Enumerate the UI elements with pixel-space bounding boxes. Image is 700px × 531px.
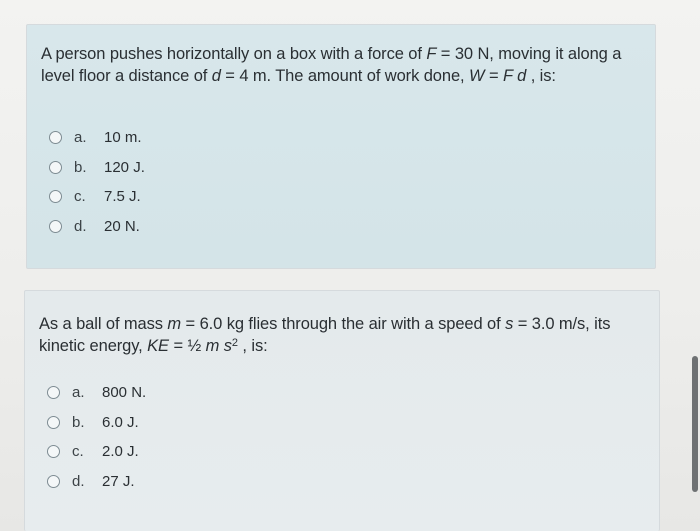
radio-button[interactable] bbox=[49, 161, 62, 174]
answer-letter: b. bbox=[72, 413, 85, 431]
variable-m: m bbox=[167, 315, 182, 333]
answer-list bbox=[47, 378, 146, 496]
answer-text: 10 m. bbox=[104, 129, 142, 147]
question-text: A person pushes horizontally on a box with a force of F = 30 N, moving it along a level floor a distance of d = 4 m. The amount of work done, W = F d , is: bbox=[41, 45, 622, 85]
answer-text: 6.0 J. bbox=[102, 413, 139, 431]
radio-button[interactable] bbox=[49, 190, 62, 203]
answer-text: 2.0 J. bbox=[102, 443, 139, 461]
answer-text: 20 N. bbox=[104, 217, 140, 235]
exponent: 2 bbox=[231, 337, 238, 349]
variable-ke: KE bbox=[147, 337, 169, 355]
answer-letter: c. bbox=[74, 188, 86, 206]
scrollbar[interactable] bbox=[692, 356, 698, 492]
radio-button[interactable] bbox=[47, 475, 60, 488]
answer-option-d[interactable] bbox=[47, 467, 146, 497]
answer-letter: d. bbox=[72, 472, 85, 490]
formula-ms: m s bbox=[205, 337, 232, 355]
answer-letter: a. bbox=[74, 129, 87, 147]
answer-letter: d. bbox=[74, 217, 87, 235]
radio-button[interactable] bbox=[47, 445, 60, 458]
answer-option-d[interactable] bbox=[49, 212, 145, 242]
radio-button[interactable] bbox=[47, 416, 60, 429]
variable-d: d bbox=[211, 67, 221, 85]
question-card-1 bbox=[26, 24, 656, 269]
answer-text: 800 N. bbox=[102, 384, 147, 402]
question-text: As a ball of mass m = 6.0 kg flies through the air with a speed of s = 3.0 m/s, its kinetic energy, KE = ½ m $s^2$ , is: bbox=[39, 315, 611, 355]
radio-button[interactable] bbox=[47, 386, 60, 399]
answer-option-c[interactable] bbox=[47, 437, 146, 467]
answer-letter: c. bbox=[72, 443, 84, 461]
answer-text: 120 J. bbox=[104, 158, 145, 176]
radio-button[interactable] bbox=[49, 131, 62, 144]
answer-list bbox=[49, 123, 145, 241]
formula-fd: F d bbox=[502, 67, 527, 85]
variable-s: s bbox=[505, 315, 514, 333]
answer-letter: a. bbox=[72, 384, 85, 402]
variable-f: F bbox=[426, 45, 437, 63]
variable-w: W bbox=[468, 67, 485, 85]
answer-text: 7.5 J. bbox=[104, 188, 141, 206]
radio-button[interactable] bbox=[49, 220, 62, 233]
answer-text: 27 J. bbox=[102, 472, 135, 490]
answer-option-a[interactable] bbox=[49, 123, 145, 153]
answer-option-b[interactable] bbox=[49, 153, 145, 183]
answer-option-c[interactable] bbox=[49, 182, 145, 212]
answer-option-b[interactable] bbox=[47, 408, 146, 438]
answer-letter: b. bbox=[74, 158, 87, 176]
answer-option-a[interactable] bbox=[47, 378, 146, 408]
question-card-2 bbox=[24, 290, 660, 531]
